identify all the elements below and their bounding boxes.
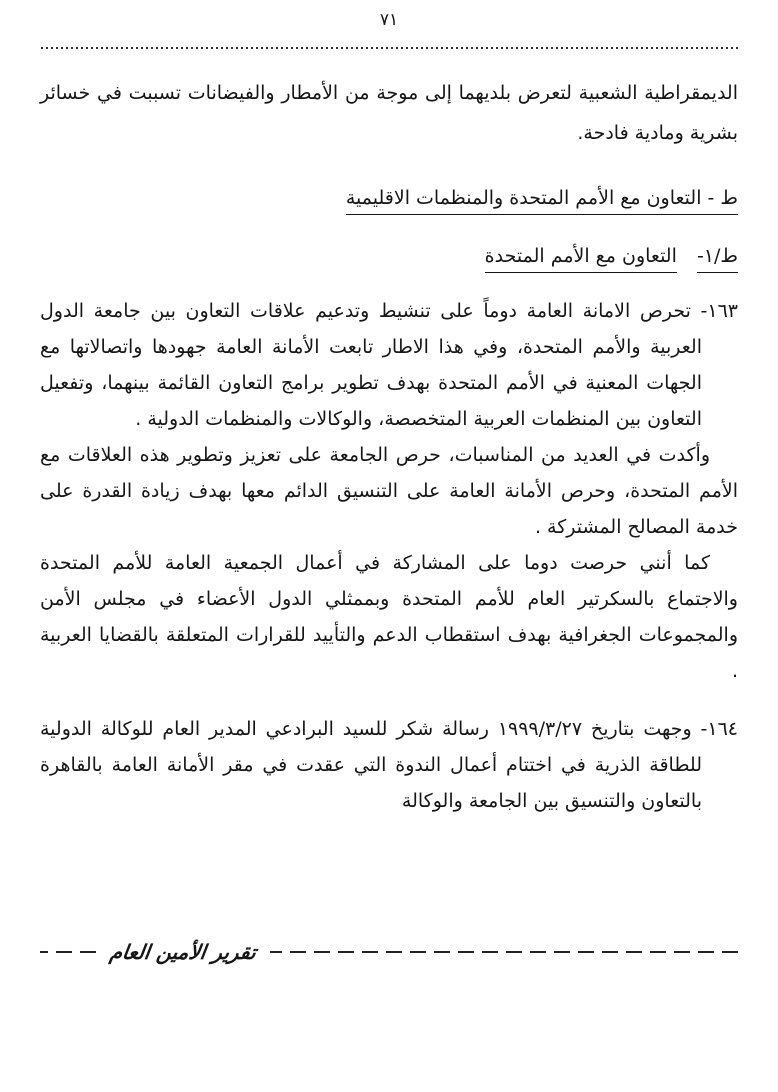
- paragraph-163: ١٦٣- تحرص الامانة العامة دوماً على تنشيط وتدعيم علاقات التعاون بين جامعة الدول العربية والأمم المتحدة، وفي هذا الاطار تابعت الأمانة العامة جهودها واتصالاتها مع الجهات المعنية في الأمم المتحدة بهدف تطوير برامج التعاون القائمة بينهما، وتفعيل التعاون بين المنظمات العربية المتخصصة، والوكالات والمنظمات الدولية .: [40, 300, 738, 430]
- footer-dash-line-left: [40, 951, 96, 953]
- intro-paragraph: الديمقراطية الشعبية لتعرض بلديهما إلى موجة من الأمطار والفيضانات تسببت في خسائر بشرية ومادية فادحة.: [40, 82, 738, 144]
- paragraph-163-continuation-2: كما أنني حرصت دوما على المشاركة في أعمال الجمعية العامة للأمم المتحدة والاجتماع بالسكرتير العام للأمم المتحدة وبممثلي الدول الأعضاء في مجلس الأمن والمجموعات الجغرافية بهدف استقطاب الدعم والتأييد للقرارات المتعلقة بالقضايا العربية .: [40, 552, 738, 682]
- section-heading: [40, 183, 738, 213]
- section-heading-text: ط - التعاون مع الأمم المتحدة والمنظمات الاقليمية: [346, 187, 738, 215]
- paragraph-164: ١٦٤- وجهت بتاريخ ١٩٩٩/٣/٢٧ رسالة شكر للسيد البرادعي المدير العام للوكالة الدولية للطاقة الذرية في اختتام أعمال الندوة التي عقدت في مقر الأمانة العامة بالقاهرة بالتعاون والتنسيق بين الجامعة والوكالة: [40, 718, 739, 812]
- header-separator-rule: [40, 46, 738, 49]
- footer: [40, 940, 738, 964]
- page-number: ٧١: [379, 10, 399, 30]
- footer-dash-line-right: [270, 951, 738, 953]
- subsection-title: التعاون مع الأمم المتحدة: [485, 245, 677, 273]
- paragraph-163-continuation-1: وأكدت في العديد من المناسبات، حرص الجامعة على تعزيز وتطوير هذه العلاقات مع الأمم المتحدة، وحرص الأمانة العامة على التنسيق الدائم معها بهدف زيادة القدرة على خدمة المصالح المشتركة .: [40, 444, 738, 538]
- footer-signature: تقرير الأمين العام: [108, 940, 258, 964]
- subsection-heading: [40, 241, 738, 271]
- subsection-label: ط/١-: [697, 245, 738, 273]
